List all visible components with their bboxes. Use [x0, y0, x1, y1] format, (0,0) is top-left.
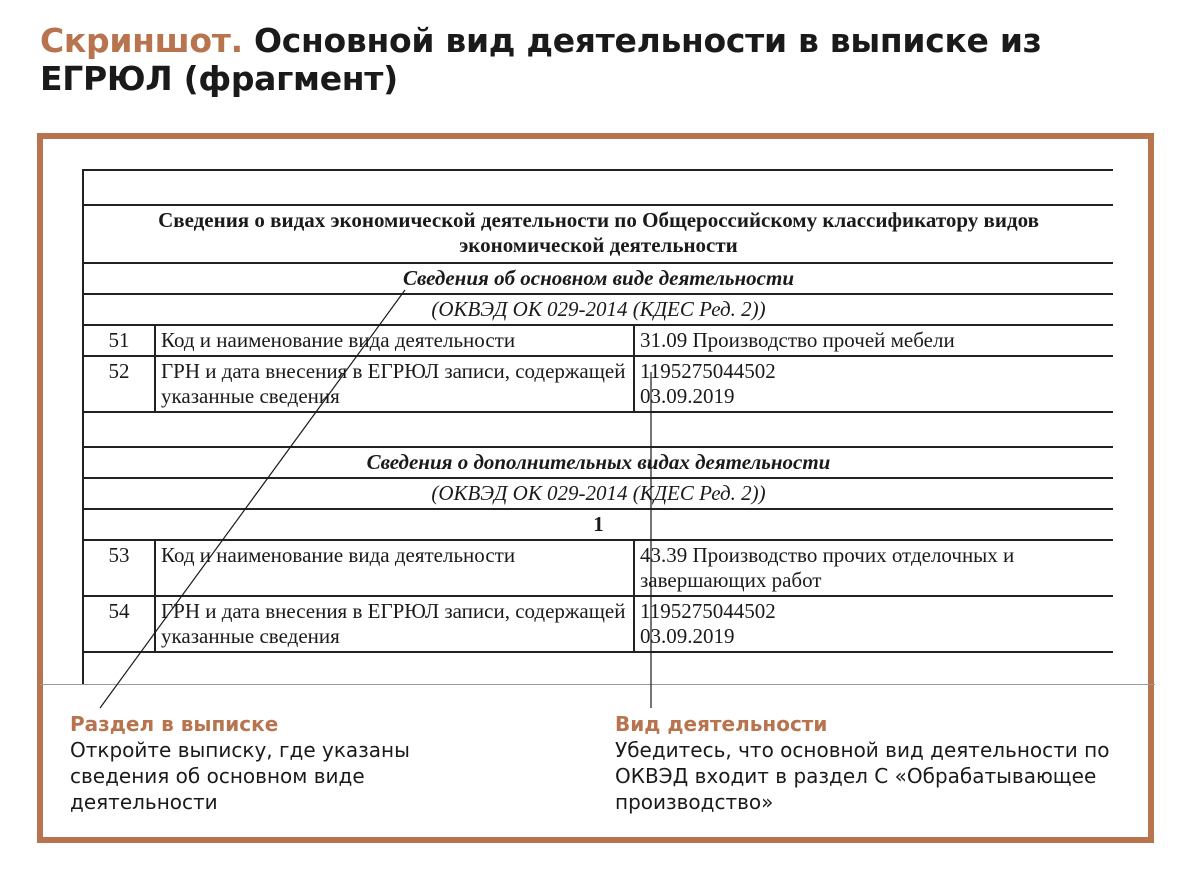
row-number: 53 — [83, 540, 155, 596]
value-line: 31.09 Производство прочей мебели — [640, 328, 955, 352]
title-accent: Скриншот. — [40, 21, 243, 60]
row-label: ГРН и дата внесения в ЕГРЮЛ записи, содержащей указанные сведения — [155, 596, 634, 652]
extra-okved-version: (ОКВЭД ОК 029-2014 (КДЕС Ред. 2)) — [83, 478, 1113, 509]
note-text: Убедитесь, что основной вид деятельности по ОКВЭД входит в раздел С «Обрабатывающее производство» — [615, 738, 1110, 814]
note-title: Вид деятельности — [615, 712, 828, 736]
value-line: 03.09.2019 — [640, 384, 735, 408]
row-label: Код и наименование вида деятельности — [155, 325, 634, 356]
value-line: 1195275044502 — [640, 359, 776, 383]
value-line: завершающих работ — [640, 568, 822, 592]
value-line: 43.39 Производство прочих отделочных и — [640, 543, 1015, 567]
callout-line-section — [100, 290, 405, 708]
row-label: ГРН и дата внесения в ЕГРЮЛ записи, содержащей указанные сведения — [155, 356, 634, 412]
row-number: 51 — [83, 325, 155, 356]
note-text: Откройте выписку, где указаны сведения об основном виде деятельности — [70, 738, 410, 814]
value-line: 03.09.2019 — [640, 624, 735, 648]
extra-activity-title: Сведения о дополнительных видах деятельности — [83, 447, 1113, 478]
main-activity-title: Сведения об основном виде деятельности — [83, 263, 1113, 294]
note-activity — [615, 711, 1135, 815]
extra-activity-index: 1 — [83, 509, 1113, 540]
value-line: 1195275044502 — [640, 599, 776, 623]
main-okved-version: (ОКВЭД ОК 029-2014 (КДЕС Ред. 2)) — [83, 294, 1113, 325]
note-section — [70, 711, 490, 815]
row-number: 52 — [83, 356, 155, 412]
table-header: Сведения о видах экономической деятельности по Общероссийскому классификатору видов экономической деятельности — [83, 205, 1113, 263]
title-text: Основной вид деятельности в выписке из ЕГРЮЛ (фрагмент) — [40, 21, 1042, 98]
note-title: Раздел в выписке — [70, 712, 279, 736]
row-number: 54 — [83, 596, 155, 652]
row-label: Код и наименование вида деятельности — [155, 540, 634, 596]
